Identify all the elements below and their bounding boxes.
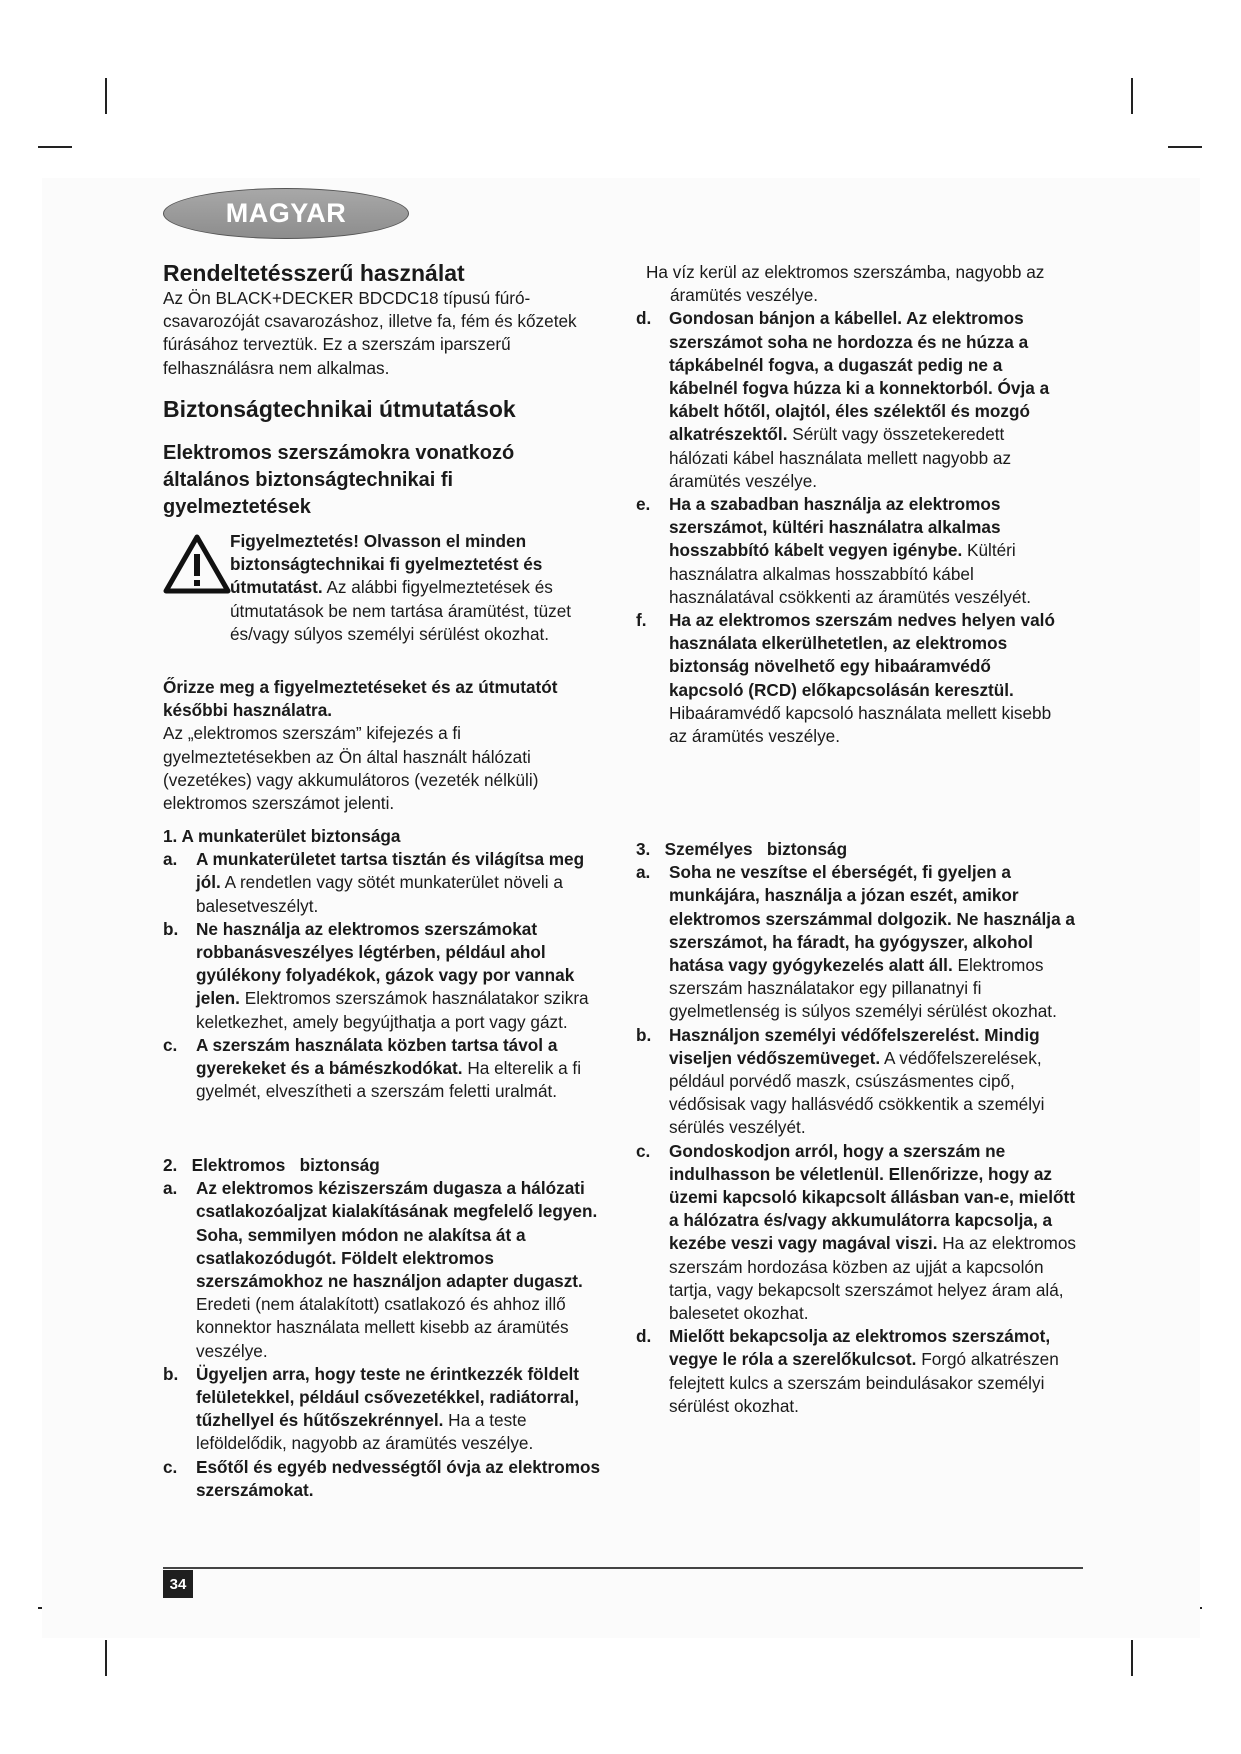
item-bold: Ha az elektromos szerszám nedves helyen való használata elkerülhetetlen, az elektromos biztonság növelhető egy hibaáramvédő kapcsoló (RCD) előkapcsolásán keresztül. xyxy=(669,610,1055,700)
item-text: Kültéri használatra alkalmas hosszabbító kábel használatával csökkenti az áramütés veszélyét. xyxy=(669,540,1032,607)
list-marker: c. xyxy=(163,1456,178,1477)
section-2-continued xyxy=(636,261,1066,748)
language-tab: MAGYAR xyxy=(163,188,409,239)
list-item xyxy=(636,1140,1076,1326)
list-marker: b. xyxy=(163,1363,179,1384)
warning-text: Az alábbi figyelmeztetések és útmutatások be nem tartása áramütést, tüzet és/vagy súlyos személyi sérülést okozhat. xyxy=(230,577,572,644)
item-text: Sérült vagy összetekeredett hálózati kábel használata mellett nagyobb az áramütés veszélye. xyxy=(669,424,1012,491)
item-text: Ha az elektromos szerszám hordozása közben az ujját a kapcsolón tartja, vagy bekapcsolt szerszámot helyez áram alá, balesetet okozhat. xyxy=(669,1233,1076,1324)
keep-instructions-bold: Őrizze meg a figyelmeztetéseket és az útmutatót későbbi használatra. xyxy=(163,677,558,721)
term-definition: Az „elektromos szerszám” kifejezés a fi gyelmeztetésekben az Ön által használt hálózati (vezetékes) vagy akkumulátoros (vezeték nélküli) elektromos szerszámot jelenti. xyxy=(163,723,539,814)
list-marker: f. xyxy=(636,610,647,631)
safety-subtitle: Elektromos szerszámokra vonatkozó általános biztonságtechnikai fi gyelmeztetések xyxy=(163,442,515,518)
item-bold: Az elektromos kéziszerszám dugasza a hálózati csatlakozóaljzat kialakításának megfelelő legyen. Soha, semmilyen módon ne alakítsa át a csatlakozódugót. Földelt elektromos szerszámokhoz ne használjon adapter dugaszt. xyxy=(196,1178,598,1292)
list-item xyxy=(636,1024,1076,1140)
item-text: Eredeti (nem átalakított) csatlakozó és ahhoz illő konnektor használata mellett kisebb az áramütés veszélye. xyxy=(196,1294,569,1361)
intended-use-section xyxy=(163,259,613,380)
item-bold: Ha a szabadban használja az elektromos szerszámot, kültéri használatra alkalmas hosszabbító kábelt vegyen igénybe. xyxy=(669,494,1001,561)
list-marker: b. xyxy=(636,1024,652,1045)
list-item xyxy=(163,848,613,918)
list-marker: a. xyxy=(636,862,651,883)
list-marker: d. xyxy=(636,1326,652,1347)
item-bold: Használjon személyi védőfelszerelést. Mindig viseljen védőszemüveget. xyxy=(669,1024,1040,1068)
section-electrical-safety xyxy=(163,1154,613,1502)
crop-mark xyxy=(105,78,107,114)
item-bold: Ne használja az elektromos szerszámokat robbanásveszélyes légtérben, például ahol gyúlékony folyadékok, gázok vagy por vannak jelen. xyxy=(196,918,575,1009)
list-item xyxy=(636,861,1076,1023)
safety-section xyxy=(163,395,613,423)
list-item xyxy=(163,918,613,1034)
warning-bold-text: Figyelmeztetés! Olvasson el minden biztonságtechnikai fi gyelmeztetést és útmutatást. xyxy=(230,531,543,598)
list-item xyxy=(163,1363,613,1456)
section-1-title: 1. A munkaterület biztonsága xyxy=(163,826,401,846)
item-text: Elektromos szerszámok használatakor szikra keletkezhet, amely begyújthatja a port vagy gázt. xyxy=(196,988,589,1032)
page-number: 34 xyxy=(163,1570,193,1598)
list-marker: a. xyxy=(163,1178,178,1199)
crop-mark xyxy=(1131,78,1133,114)
item-text: Ha a teste leföldelődik, nagyobb az áramütés veszélye. xyxy=(196,1410,534,1454)
item-text: A védőfelszerelések, például porvédő maszk, csúszásmentes cipő, védősisak vagy hallásvédő csökkentik a személyi sérülés veszélyét. xyxy=(669,1047,1045,1138)
item-bold: Soha ne veszítse el éberségét, fi gyeljen a munkájára, használja a józan eszét, amikor elektromos szerszámmal dolgozik. Ne használja a szerszámot, ha fáradt, ha gyógyszer, alkohol hatása vagy gyógykezelés alatt áll. xyxy=(669,862,1075,976)
footer-rule xyxy=(163,1567,1083,1569)
item-bold: Gondosan bánjon a kábellel. Az elektromos szerszámot soha ne hordozza és ne húzza a tápkábelnél fogva, a dugaszát pedig ne a kábelnél fogva húzza ki a konnektorból. Óvja a kábelt hőtől, olajtól, éles szélektől és mozgó alkatrészektől. xyxy=(669,308,1050,445)
list-item xyxy=(636,1325,1076,1418)
item-bold: A szerszám használata közben tartsa távol a gyerekeket és a bámészkodókat. xyxy=(196,1034,558,1079)
item-text: Elektromos szerszám használatakor egy pillanatnyi fi gyelmetlenség is súlyos személyi sérülést okozhat. xyxy=(669,955,1057,1022)
list-marker: c. xyxy=(163,1034,178,1055)
crop-mark xyxy=(105,1640,107,1676)
item-text: Hibaáramvédő kapcsoló használata mellett kisebb az áramütés veszélye. xyxy=(669,702,1052,747)
item-bold: Esőtől és egyéb nedvességtől óvja az elektromos szerszámokat. xyxy=(196,1456,601,1500)
crop-mark xyxy=(38,146,72,148)
section-personal-safety xyxy=(636,838,1076,1418)
item-bold: Ügyeljen arra, hogy teste ne érintkezzék földelt felületekkel, például csővezetékkel, radiátorral, tűzhellyel és hűtőszekrénnyel. xyxy=(196,1363,580,1431)
list-item xyxy=(163,1177,613,1363)
list-item xyxy=(163,1456,613,1502)
list-marker: c. xyxy=(636,1140,651,1161)
item-text: Forgó alkatrészen felejtett kulcs a szerszám beindulásakor személyi sérülést okozhat. xyxy=(669,1349,1059,1416)
item-c-continued: Ha víz kerül az elektromos szerszámba, nagyobb az áramütés veszélye. xyxy=(646,262,1045,306)
list-item xyxy=(636,493,1066,609)
crop-mark xyxy=(1131,1640,1133,1676)
section-work-area xyxy=(163,825,613,1103)
item-bold: Mielőtt bekapcsolja az elektromos szerszámot, vegye le róla a szerelőkulcsot. xyxy=(669,1326,1051,1370)
safety-title: Biztonságtechnikai útmutatások xyxy=(163,396,516,422)
list-marker: e. xyxy=(636,494,651,515)
list-item xyxy=(636,609,1066,748)
list-marker: d. xyxy=(636,308,652,329)
list-marker: a. xyxy=(163,849,178,870)
item-bold: A munkaterületet tartsa tisztán és világítsa meg jól. xyxy=(196,849,585,893)
warning-triangle-icon xyxy=(163,534,231,594)
section-3-title: 3. Személyes biztonság xyxy=(636,839,848,859)
intended-use-text: Az Ön BLACK+DECKER BDCDC18 típusú fúró-csavarozóját csavarozáshoz, illetve fa, fém és kőzetek fúrásához terveztük. Ez a szerszám iparszerű felhasználásra nem alkalmas. xyxy=(163,288,577,378)
keep-instructions xyxy=(163,676,613,815)
intended-use-title: Rendeltetésszerű használat xyxy=(163,260,465,286)
item-text: Ha elterelik a fi gyelmét, elveszítheti a szerszám feletti uralmát. xyxy=(196,1058,582,1102)
crop-mark xyxy=(1168,146,1202,148)
item-bold: Gondoskodjon arról, hogy a szerszám ne indulhasson be véletlenül. Ellenőrizze, hogy az üzemi kapcsoló kikapcsolt állásban van-e, mielőtt a hálózatra és/vagy akkumulátorra kapcsolja, a kezébe veszi vagy magával viszi. xyxy=(669,1140,1075,1254)
warning-block xyxy=(163,530,613,646)
list-item xyxy=(163,1034,613,1104)
section-2-title: 2. Elektromos biztonság xyxy=(163,1155,380,1175)
list-item xyxy=(636,307,1066,493)
list-marker: b. xyxy=(163,918,179,939)
item-text: A rendetlen vagy sötét munkaterület növeli a balesetveszélyt. xyxy=(196,872,563,916)
